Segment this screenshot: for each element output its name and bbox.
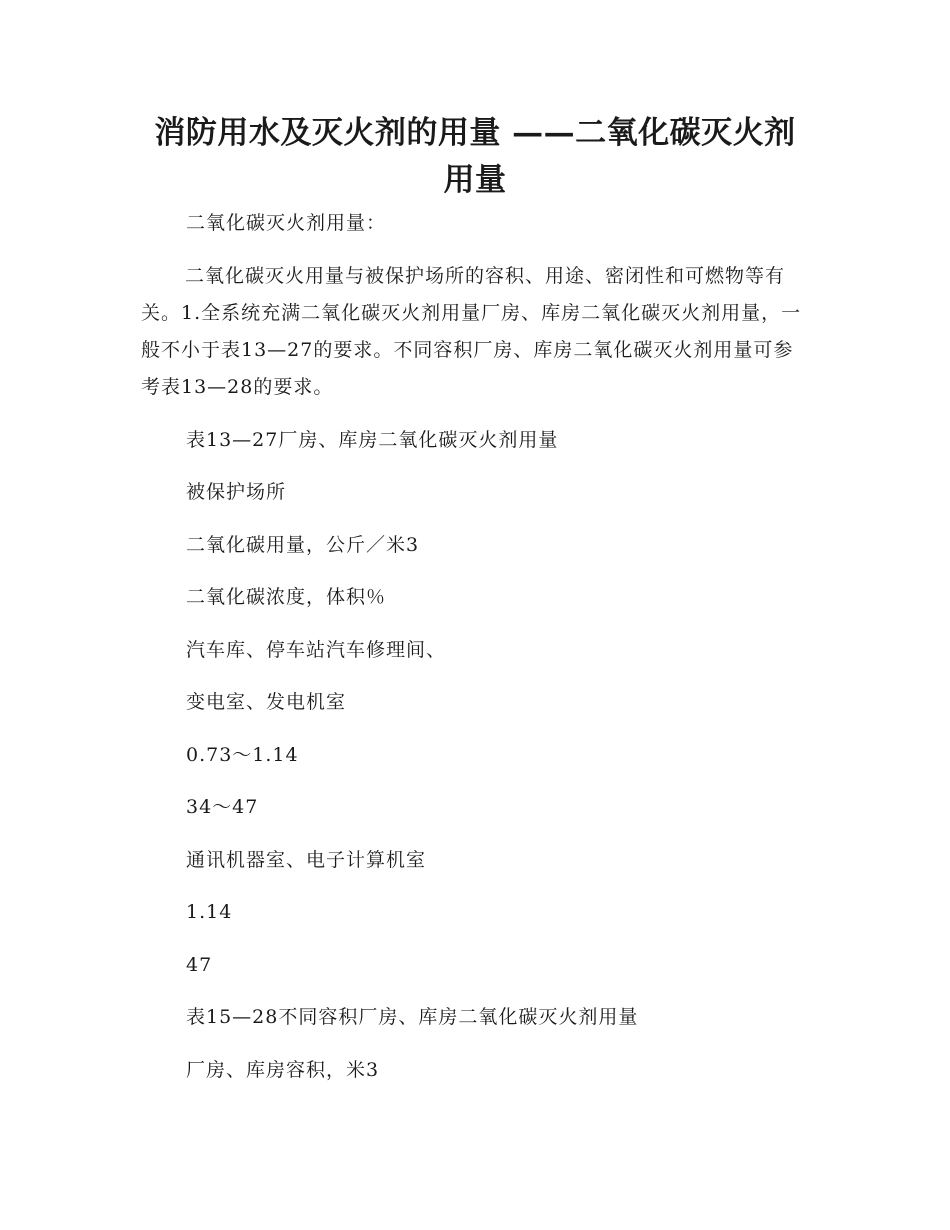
- table-13-27-caption: 表13—27厂房、库房二氧化碳灭火剂用量: [186, 429, 559, 451]
- column-header-co2-amount: 二氧化碳用量，公斤／米3: [186, 534, 420, 556]
- column-header-co2-concentration: 二氧化碳浓度，体积％: [186, 586, 387, 608]
- row-computer-room-amount: 1.14: [186, 901, 233, 923]
- intro-paragraph: 二氧化碳灭火用量与被保护场所的容积、用途、密闭性和可燃物等有关。1.全系统充满二氧化碳灭火剂用量厂房、库房二氧化碳灭火剂用量，一般不小于表13—27的要求。不同容积厂房、库房二氧化碳灭火剂用量可参考表13—28的要求。: [141, 265, 802, 398]
- row-substation-label: 变电室、发电机室: [186, 691, 347, 713]
- row-garage-concentration: 34～47: [186, 796, 259, 818]
- document-title: 消防用水及灭火剂的用量 ——二氧化碳灭火剂用量: [154, 115, 796, 198]
- row-computer-room-label: 通讯机器室、电子计算机室: [186, 849, 427, 871]
- row-garage-amount: 0.73～1.14: [186, 744, 299, 766]
- subheading: 二氧化碳灭火剂用量：: [186, 212, 387, 234]
- column-header-volume: 厂房、库房容积，米3: [186, 1059, 380, 1081]
- table-15-28-caption: 表15—28不同容积厂房、库房二氧化碳灭火剂用量: [186, 1006, 639, 1028]
- row-computer-room-concentration: 47: [186, 954, 213, 976]
- row-garage-label: 汽车库、停车站汽车修理间、: [186, 639, 447, 661]
- column-header-protected-area: 被保护场所: [186, 481, 287, 503]
